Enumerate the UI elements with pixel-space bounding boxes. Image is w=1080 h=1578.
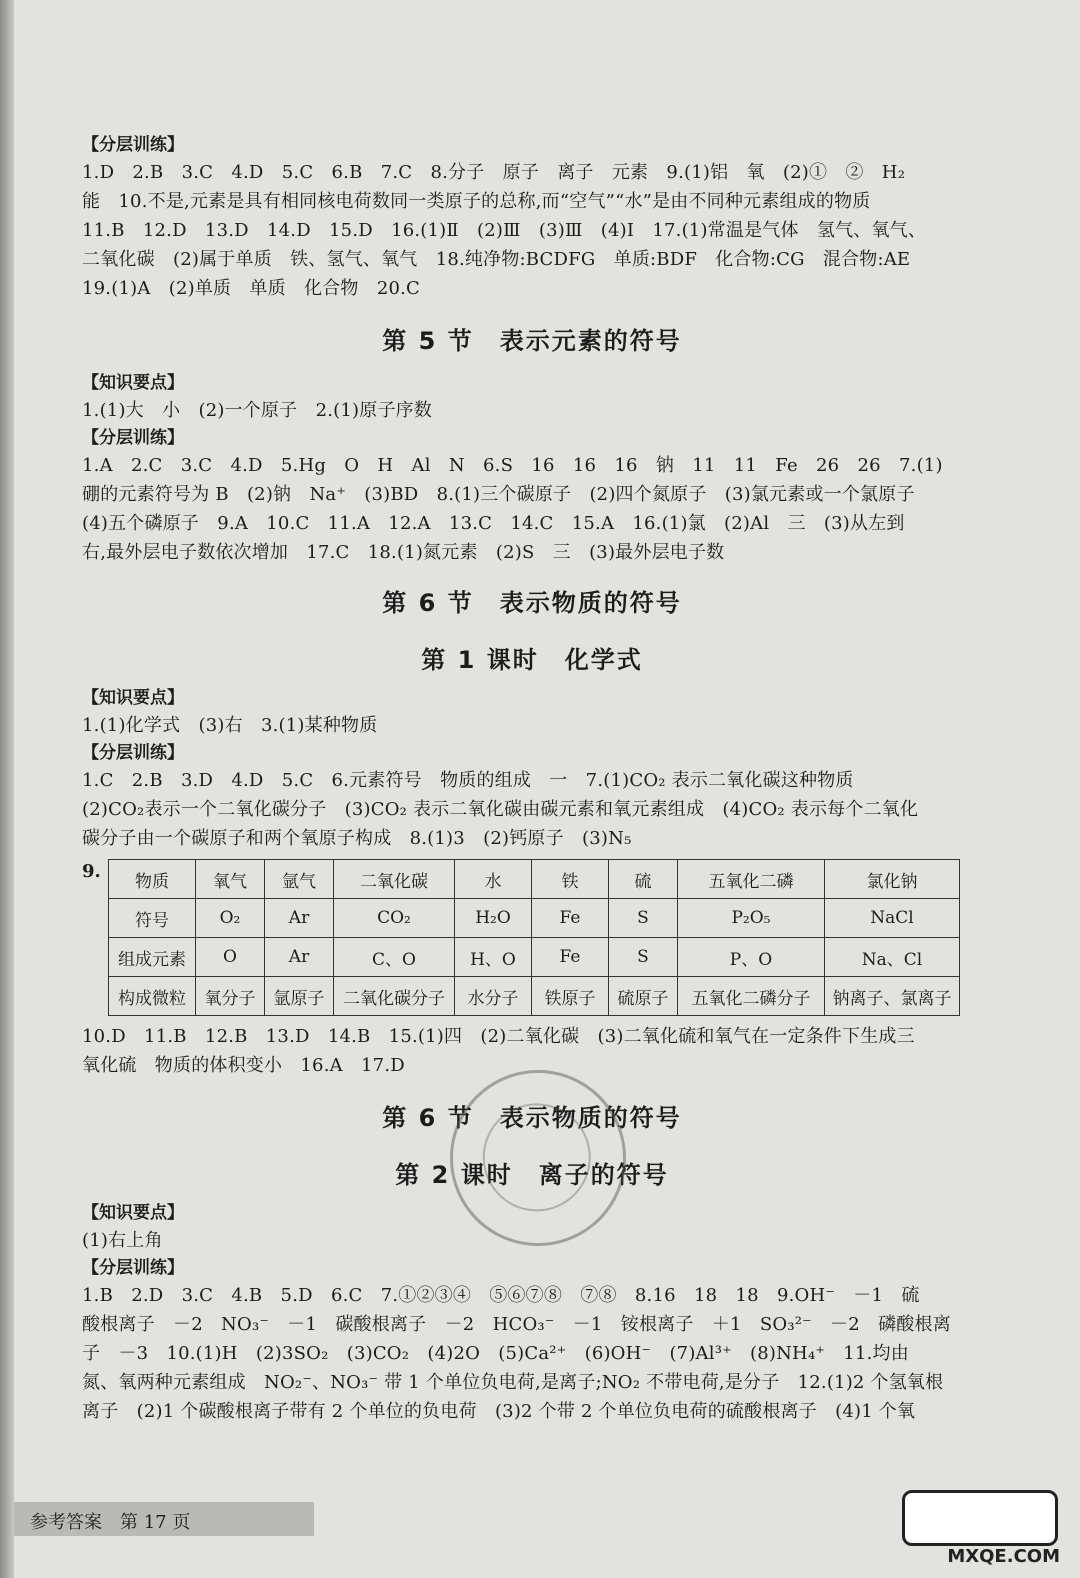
table-cell: C、O (334, 938, 455, 977)
table-cell: Ar (265, 899, 334, 938)
table-cell: 五氧化二磷分子 (678, 977, 825, 1016)
table-cell: Fe (532, 938, 609, 977)
section-tag: 【分层训练】 (82, 743, 184, 763)
answer-line: 1.C 2.B 3.D 4.D 5.C 6.元素符号 物质的组成 一 7.(1)CO₂ 表示二氧化碳这种物质 (82, 770, 854, 791)
answer-line: 氮、氧两种元素组成 NO₂⁻、NO₃⁻ 带 1 个单位负电荷,是离子;NO₂ 不带电荷,是分子 12.(1)2 个氢氧根 (82, 1372, 944, 1393)
table-cell: 五氧化二磷 (678, 860, 825, 899)
section-heading: 第 5 节 表示元素的符号 (382, 327, 682, 355)
answer-line: (2)CO₂表示一个二氧化碳分子 (3)CO₂ 表示二氧化碳由碳元素和氧元素组成 (4)CO₂ 表示每个二氧化 (82, 799, 919, 820)
section-heading: 第 6 节 表示物质的符号 (382, 1104, 682, 1132)
table-cell: 硫原子 (609, 977, 678, 1016)
section-heading: 第 6 节 表示物质的符号 (382, 589, 682, 617)
answer-line: 10.D 11.B 12.B 13.D 14.B 15.(1)四 (2)二氧化碳 (3)二氧化硫和氧气在一定条件下生成三 (82, 1026, 915, 1047)
table-cell: 钠离子、氯离子 (825, 977, 960, 1016)
table-cell: 水分子 (455, 977, 532, 1016)
section-tag: 【分层训练】 (82, 135, 184, 155)
lesson-heading: 第 1 课时 化学式 (421, 646, 643, 674)
answer-line: 1.B 2.D 3.C 4.B 5.D 6.C 7.①②③④ ⑤⑥⑦⑧ ⑦⑧ 8.16 18 18 9.OH⁻ －1 硫 (82, 1285, 920, 1306)
answer-line: 1.A 2.C 3.C 4.D 5.Hg O H Al N 6.S 16 16 16 钠 11 11 Fe 26 26 7.(1) (82, 455, 943, 476)
table-row (109, 860, 960, 899)
table-cell: 氩原子 (265, 977, 334, 1016)
table-cell: 符号 (109, 899, 196, 938)
table-cell: 铁原子 (532, 977, 609, 1016)
table-cell: 铁 (532, 860, 609, 899)
answer-line: 1.D 2.B 3.C 4.D 5.C 6.B 7.C 8.分子 原子 离子 元素 9.(1)铝 氧 (2)① ② H₂ (82, 162, 906, 183)
table-cell: 氧气 (196, 860, 265, 899)
section-tag: 【知识要点】 (82, 1203, 184, 1223)
answer-line: 11.B 12.D 13.D 14.D 15.D 16.(1)Ⅱ (2)Ⅲ (3)Ⅲ (4)Ⅰ 17.(1)常温是气体 氢气、氧气、 (82, 220, 927, 241)
table-cell: 硫 (609, 860, 678, 899)
table-cell: 氧分子 (196, 977, 265, 1016)
book-spine-shadow (0, 0, 14, 1578)
table-cell: 二氧化碳分子 (334, 977, 455, 1016)
answer-line: 硼的元素符号为 B (2)钠 Na⁺ (3)BD 8.(1)三个碳原子 (2)四个氮原子 (3)氯元素或一个氯原子 (82, 484, 915, 505)
table-cell: NaCl (825, 899, 960, 938)
table-cell: Fe (532, 899, 609, 938)
table-cell: 水 (455, 860, 532, 899)
answer-line: 离子 (2)1 个碳酸根离子带有 2 个单位的负电荷 (3)2 个带 2 个单位负电荷的硫酸根离子 (4)1 个氧 (82, 1401, 916, 1422)
section-tag: 【知识要点】 (82, 373, 184, 393)
watermark-site: MXQE.COM (947, 1546, 1060, 1567)
answer-line: 19.(1)A (2)单质 单质 化合物 20.C (82, 278, 421, 299)
table-cell: 二氧化碳 (334, 860, 455, 899)
answer-line: 氧化硫 物质的体积变小 16.A 17.D (82, 1055, 405, 1076)
lesson-heading: 第 2 课时 离子的符号 (395, 1161, 669, 1189)
table-cell: CO₂ (334, 899, 455, 938)
answer-line: 右,最外层电子数依次增加 17.C 18.(1)氮元素 (2)S 三 (3)最外层电子数 (82, 542, 725, 563)
table-cell: H₂O (455, 899, 532, 938)
answer-line: (4)五个磷原子 9.A 10.C 11.A 12.A 13.C 14.C 15.A 16.(1)氯 (2)Al 三 (3)从左到 (82, 513, 905, 534)
table-cell: H、O (455, 938, 532, 977)
table-cell: Na、Cl (825, 938, 960, 977)
table-row (109, 899, 960, 938)
table-cell: S (609, 899, 678, 938)
table-cell: 构成微粒 (109, 977, 196, 1016)
table-cell: 氩气 (265, 860, 334, 899)
footer-label: 参考答案 第 17 页 (30, 1512, 191, 1533)
table-cell: P₂O₅ (678, 899, 825, 938)
table-cell: 氯化钠 (825, 860, 960, 899)
section-tag: 【分层训练】 (82, 428, 184, 448)
answer-line: 1.(1)大 小 (2)一个原子 2.(1)原子序数 (82, 400, 433, 421)
table-row (109, 977, 960, 1016)
answer-line: 酸根离子 －2 NO₃⁻ －1 碳酸根离子 －2 HCO₃⁻ －1 铵根离子 ＋1 SO₃²⁻ －2 磷酸根离 (82, 1314, 951, 1335)
answer-line: 子 －3 10.(1)H (2)3SO₂ (3)CO₂ (4)2O (5)Ca²⁺ (6)OH⁻ (7)Al³⁺ (8)NH₄⁺ 11.均由 (82, 1343, 909, 1364)
section-tag: 【分层训练】 (82, 1258, 184, 1278)
table-cell: O₂ (196, 899, 265, 938)
answer-line: 碳分子由一个碳原子和两个氧原子构成 8.(1)3 (2)钙原子 (3)N₅ (82, 828, 632, 849)
watermark-logo (902, 1490, 1058, 1546)
table-cell: P、O (678, 938, 825, 977)
table-block (82, 859, 982, 1016)
answer-line: 能 10.不是,元素是具有相同核电荷数同一类原子的总称,而“空气”“水”是由不同种元素组成的物质 (82, 191, 871, 212)
table-cell: S (609, 938, 678, 977)
substance-table (108, 859, 960, 1016)
page-footer (14, 1502, 314, 1536)
table-cell: O (196, 938, 265, 977)
answer-line: (1)右上角 (82, 1230, 163, 1251)
section-tag: 【知识要点】 (82, 688, 184, 708)
table-cell: Ar (265, 938, 334, 977)
table-cell: 组成元素 (109, 938, 196, 977)
table-cell: 物质 (109, 860, 196, 899)
watermark (900, 1490, 1070, 1570)
answer-line: 1.(1)化学式 (3)右 3.(1)某种物质 (82, 715, 378, 736)
table-row (109, 938, 960, 977)
answer-line: 二氧化碳 (2)属于单质 铁、氢气、氧气 18.纯净物:BCDFG 单质:BDF 化合物:CG 混合物:AE (82, 249, 911, 270)
question-number: 9. (82, 861, 101, 882)
